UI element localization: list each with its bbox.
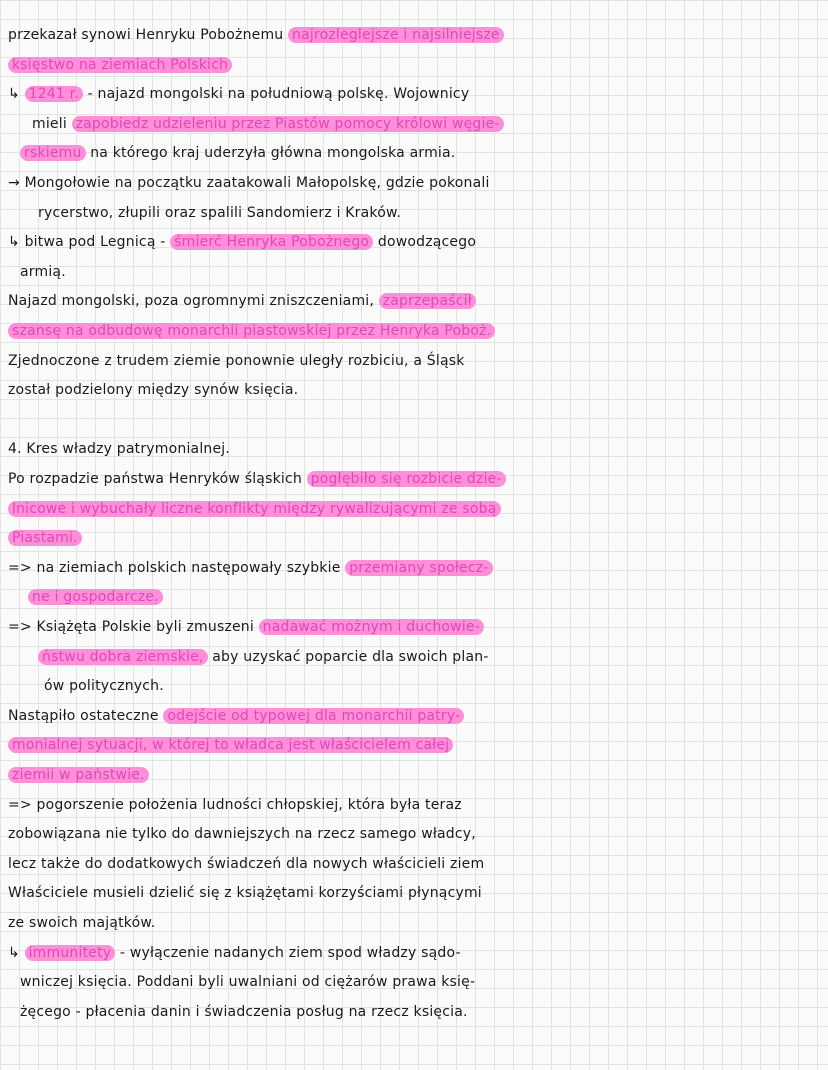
note-text: Po rozpadzie państwa Henryków śląskich bbox=[8, 471, 307, 487]
highlighted-text: ństwu dobra ziemskie, bbox=[38, 649, 208, 665]
note-line bbox=[0, 259, 828, 285]
note-line bbox=[0, 466, 828, 492]
note-text: => na ziemiach polskich następowały szybkie bbox=[8, 559, 346, 576]
note-line bbox=[0, 644, 828, 670]
note-text: ów politycznych. bbox=[44, 678, 164, 695]
note-text: przekazał synowi Henryku Pobożnemu bbox=[8, 27, 289, 43]
note-line bbox=[0, 821, 828, 847]
note-text: lecz także do dodatkowych świadczeń dla nowych właścicieli ziem bbox=[8, 855, 485, 872]
highlighted-text: lnicowe i wybuchały liczne konflikty między rywalizującymi ze sobą bbox=[8, 501, 501, 517]
highlighted-text: 1241 r. bbox=[25, 86, 83, 102]
note-line bbox=[0, 22, 828, 48]
highlighted-text: nadawać możnym i duchowie- bbox=[259, 619, 484, 635]
note-text: - najazd mongolski na południową polskę. Wojownicy bbox=[83, 86, 470, 103]
note-line bbox=[0, 496, 828, 522]
highlighted-text: odejście od typowej dla monarchii patry- bbox=[163, 708, 464, 724]
note-text: aby uzyskać poparcie dla swoich plan- bbox=[207, 648, 489, 665]
note-text: wniczej księcia. Poddani byli uwalniani od ciężarów prawa księ- bbox=[20, 974, 476, 991]
note-line bbox=[0, 140, 828, 166]
note-text: dowodzącego bbox=[373, 234, 477, 251]
note-text: ↳ bbox=[8, 944, 25, 961]
note-line bbox=[0, 792, 828, 818]
highlighted-text: szansę na odbudowę monarchii piastowskiej przez Henryka Poboż. bbox=[8, 323, 495, 339]
note-line bbox=[0, 732, 828, 758]
note-line bbox=[0, 703, 828, 729]
highlighted-text: ne i gospodarcze. bbox=[28, 589, 163, 605]
note-text: żęcego - płacenia danin i świadczenia posług na rzecz księcia. bbox=[20, 1003, 468, 1020]
highlighted-text: śmierć Henryka Pobożnego bbox=[170, 234, 373, 250]
note-text: został podzielony między synów księcia. bbox=[8, 382, 299, 399]
note-text: na którego kraj uderzyła główna mongolska armia. bbox=[85, 145, 456, 162]
note-line bbox=[0, 880, 828, 906]
highlighted-text: rskiemu bbox=[20, 145, 86, 161]
highlighted-text: Piastami. bbox=[8, 530, 82, 546]
note-text: ze swoich majątków. bbox=[8, 915, 156, 931]
note-text: ↳ bbox=[8, 86, 25, 103]
note-text: mieli bbox=[32, 115, 72, 132]
note-line bbox=[0, 969, 828, 995]
note-text: zobowiązana nie tylko do dawniejszych na rzecz samego władcy, bbox=[8, 826, 476, 843]
highlighted-text: ziemii w państwie. bbox=[8, 767, 149, 783]
note-text: => pogorszenie położenia ludności chłopskiej, która była teraz bbox=[8, 796, 462, 813]
note-line bbox=[0, 940, 828, 966]
note-line bbox=[0, 673, 828, 699]
note-line bbox=[0, 229, 828, 255]
note-line bbox=[0, 584, 828, 610]
note-text: rycerstwo, złupili oraz spalili Sandomierz i Kraków. bbox=[38, 204, 402, 221]
note-line bbox=[0, 111, 828, 137]
note-line bbox=[0, 52, 828, 78]
note-line bbox=[0, 81, 828, 107]
note-line bbox=[0, 910, 828, 936]
highlighted-text: monialnej sytuacji, w której to władca jest właścicielem całej bbox=[8, 737, 453, 753]
note-text: => Książęta Polskie byli zmuszeni bbox=[8, 619, 259, 635]
note-line bbox=[0, 170, 828, 196]
highlighted-text: zapobiedz udzieleniu przez Piastów pomocy królowi węgie- bbox=[72, 116, 504, 132]
note-line bbox=[0, 999, 828, 1025]
note-text: ↳ bitwa pod Legnicą - bbox=[8, 234, 171, 251]
note-text: 4. Kres władzy patrymonialnej. bbox=[8, 441, 231, 458]
note-line bbox=[0, 525, 828, 551]
note-line bbox=[0, 377, 828, 403]
note-line bbox=[0, 348, 828, 374]
note-text: - wyłączenie nadanych ziem spod władzy sądo- bbox=[115, 944, 461, 961]
note-line bbox=[0, 555, 828, 581]
note-line bbox=[0, 200, 828, 226]
note-text: Najazd mongolski, poza ogromnymi zniszczeniami, bbox=[8, 293, 379, 310]
note-line bbox=[0, 288, 828, 314]
highlighted-text: księstwo na ziemiach Polskich bbox=[8, 57, 232, 73]
highlighted-text: pogłębiło się rozbicie dzie- bbox=[307, 471, 506, 487]
note-line bbox=[0, 614, 828, 640]
highlighted-text: immunitety bbox=[25, 945, 116, 961]
highlighted-text: przemiany społecz- bbox=[345, 560, 492, 576]
note-line bbox=[0, 436, 828, 462]
note-line bbox=[0, 762, 828, 788]
highlighted-text: najrozleglejsze i najsilniejsze bbox=[288, 27, 504, 43]
note-line bbox=[0, 318, 828, 344]
note-text: Nastąpiło ostateczne bbox=[8, 707, 164, 724]
note-text: Właściciele musieli dzielić się z książętami korzyściami płynącymi bbox=[8, 885, 482, 902]
highlighted-text: zaprzepaścił bbox=[379, 293, 476, 309]
note-text: → Mongołowie na początku zaatakowali Małopolskę, gdzie pokonali bbox=[8, 175, 490, 191]
note-text: Zjednoczone z trudem ziemie ponownie uległy rozbiciu, a Śląsk bbox=[8, 352, 465, 369]
note-line bbox=[0, 851, 828, 877]
note-text: armią. bbox=[20, 263, 66, 280]
